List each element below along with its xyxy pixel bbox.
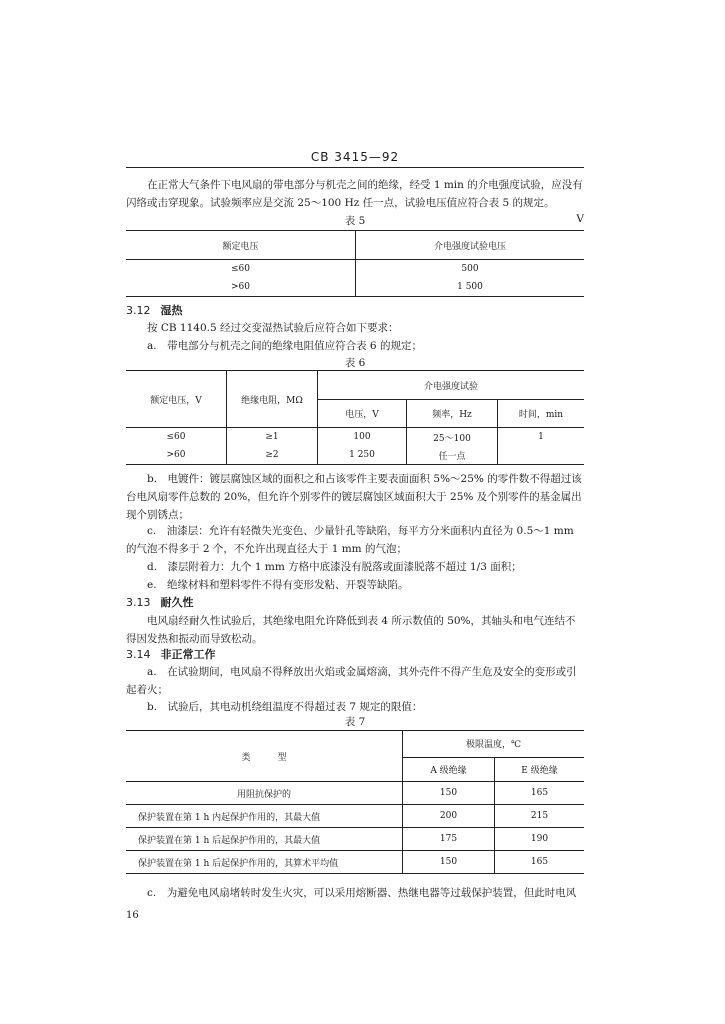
table-row bbox=[126, 428, 584, 447]
table7-cell: 165 bbox=[495, 782, 585, 805]
section-3-12-heading bbox=[126, 302, 183, 318]
table7-cell: 150 bbox=[403, 782, 495, 805]
table5-caption: 表 5 bbox=[344, 215, 366, 227]
table6-caption: 表 6 bbox=[344, 357, 366, 369]
table6-cell: >60 bbox=[126, 446, 227, 465]
section-title: 非正常工作 bbox=[160, 648, 216, 661]
table6-cell: 任一点 bbox=[407, 446, 498, 465]
table6-header-dielectric: 介电强度试验 bbox=[318, 371, 585, 400]
header-rule bbox=[126, 167, 584, 168]
table6-cell: 100 bbox=[318, 428, 407, 447]
page-number: 16 bbox=[126, 910, 139, 921]
table5-header-test-voltage: 介电强度试验电压 bbox=[356, 231, 585, 260]
section-title: 耐久性 bbox=[160, 596, 194, 609]
table5-header-voltage: 额定电压 bbox=[126, 231, 356, 260]
paragraph-3-14-b: b. 试验后，其电动机绕组温度不得超过表 7 规定的限值： bbox=[147, 701, 423, 713]
table7-header-a: A 级绝缘 bbox=[403, 757, 495, 781]
table7-header-type: 类 型 bbox=[126, 731, 403, 782]
table6-header-v: 电压，V bbox=[318, 400, 407, 428]
table6-cell: 1 bbox=[498, 428, 585, 447]
section-3-14-heading bbox=[126, 646, 216, 662]
paragraph-3-12-e: e. 绝缘材料和塑料零件不得有变形发粘、开裂等缺陷。 bbox=[147, 579, 409, 591]
section-number: 3.14 bbox=[126, 648, 151, 661]
table7-cell: 215 bbox=[495, 805, 585, 828]
table7-cell: 165 bbox=[495, 851, 585, 874]
section-number: 3.12 bbox=[126, 304, 151, 317]
table6-cell: 1 250 bbox=[318, 446, 407, 465]
table6-header-insulation: 绝缘电阻，MΩ bbox=[227, 371, 318, 428]
table-row bbox=[126, 278, 584, 297]
table6-cell: 25～100 bbox=[407, 428, 498, 447]
table7-cell: 用阻抗保护的 bbox=[126, 782, 403, 805]
table-row bbox=[126, 782, 584, 805]
table-row bbox=[126, 828, 584, 851]
table5-cell: ≤60 bbox=[126, 260, 356, 279]
table7-header-temp: 极限温度，℃ bbox=[403, 731, 585, 758]
table7-header-e: E 级绝缘 bbox=[495, 757, 585, 781]
table7-cell: 200 bbox=[403, 805, 495, 828]
section-3-13-heading bbox=[126, 594, 194, 610]
table-row bbox=[126, 851, 584, 874]
paragraph-3-14-c: c. 为避免电风扇堵转时发生火灾，可以采用熔断器、热继电器等过载保护装置，但此时电风 bbox=[147, 887, 577, 899]
table5-unit: V bbox=[576, 213, 584, 225]
paragraph-3-12-c: c. 油漆层：允许有轻微失光变色、少量针孔等缺陷，每平方分米面积内直径为 0.5～1 mm 的气泡不得多于 2 个，不允许出现直径大于 1 mm 的气泡； bbox=[126, 525, 574, 555]
table-row bbox=[126, 446, 584, 465]
intro-paragraph: 在正常大气条件下电风扇的带电部分与机壳之间的绝缘，经受 1 min 的介电强度试验，应没有闪络或击穿现象。试验频率应是交流 25～100 Hz 任一点，试验电压值应符合表 5 的规定。 bbox=[126, 179, 583, 209]
table-row bbox=[126, 260, 584, 279]
table-7 bbox=[126, 730, 584, 874]
paragraph-3-13: 电风扇经耐久性试验后，其绝缘电阻允许降低到表 4 所示数值的 50%，其轴头和电气连结不得因发热和振动而导致松动。 bbox=[126, 615, 576, 645]
paragraph-3-12: 按 CB 1140.5 经过交变湿热试验后应符合如下要求： bbox=[147, 322, 399, 334]
table5-cell: 500 bbox=[461, 264, 479, 274]
table6-cell bbox=[498, 446, 585, 465]
table-5 bbox=[126, 230, 584, 297]
table6-header-f: 频率，Hz bbox=[407, 400, 498, 428]
paragraph-3-12-b: b. 电镀件：镀层腐蚀区域的面积之和占该零件主要表面面积 5%～25% 的零件数不得超过该台电风扇零件总数的 20%，但允许个别零件的镀层腐蚀区域面积大于 25% 及个别零件的基金属出现个别锈点； bbox=[126, 473, 582, 521]
section-title: 湿热 bbox=[160, 304, 183, 317]
paragraph-3-12-d: d. 漆层附着力：九个 1 mm 方格中底漆没有脱落或面漆脱落不超过 1/3 面积； bbox=[147, 561, 522, 573]
table7-cell: 保护装置在第 1 h 后起保护作用的，其算术平均值 bbox=[126, 851, 403, 874]
table7-cell: 175 bbox=[403, 828, 495, 851]
table7-cell: 190 bbox=[495, 828, 585, 851]
table7-caption: 表 7 bbox=[344, 716, 366, 728]
table7-cell: 保护装置在第 1 h 内起保护作用的，其最大值 bbox=[126, 805, 403, 828]
section-number: 3.13 bbox=[126, 596, 151, 609]
table-row bbox=[126, 805, 584, 828]
table6-header-t: 时间，min bbox=[498, 400, 585, 428]
paragraph-3-14-a: a. 在试验期间，电风扇不得释放出火焰或金属熔滴，其外壳件不得产生危及安全的变形或引起着火； bbox=[126, 666, 577, 696]
paragraph-3-12-a: a. 带电部分与机壳之间的绝缘电阻值应符合表 6 的规定； bbox=[147, 340, 422, 352]
table7-cell: 150 bbox=[403, 851, 495, 874]
table6-cell: ≥2 bbox=[227, 446, 318, 465]
table-6 bbox=[126, 370, 584, 465]
table6-cell: ≥1 bbox=[227, 428, 318, 447]
table5-cell: >60 bbox=[126, 278, 356, 297]
table7-cell: 保护装置在第 1 h 后起保护作用的，其最大值 bbox=[126, 828, 403, 851]
table6-header-voltage: 额定电压，V bbox=[126, 371, 227, 428]
table5-cell: 1 500 bbox=[457, 282, 483, 292]
standard-header: CB 3415—92 bbox=[310, 150, 400, 164]
table6-cell: ≤60 bbox=[126, 428, 227, 447]
